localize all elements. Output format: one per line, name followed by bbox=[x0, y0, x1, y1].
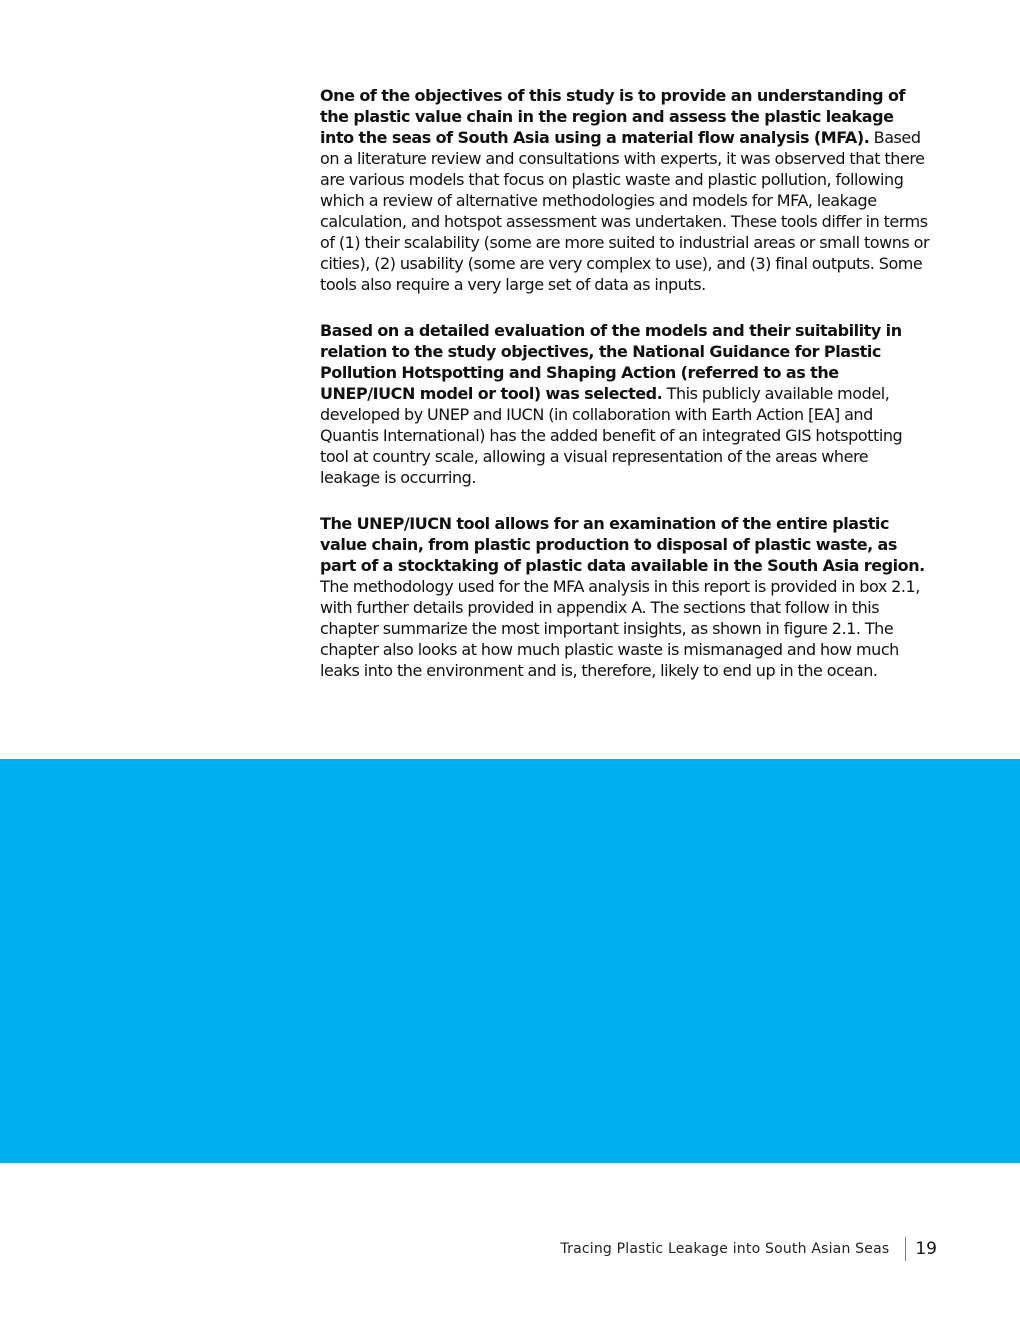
paragraph-lead: The UNEP/IUCN tool allows for an examination of the entire plastic value chain, from plastic production to disposal of plastic waste, as part of a stocktaking of plastic data available in the South Asia region. bbox=[320, 514, 925, 575]
footer-report-title: Tracing Plastic Leakage into South Asian Seas bbox=[560, 1241, 890, 1257]
body-text bbox=[320, 85, 932, 706]
blue-color-band bbox=[0, 759, 1020, 1163]
page-number: 19 bbox=[915, 1239, 937, 1259]
paragraph-tool-scope bbox=[320, 513, 932, 681]
paragraph-body: This publicly available model, developed by UNEP and IUCN (in collaboration with Earth Action [EA] and Quantis International) has the added benefit of an integrated GIS hotspotting tool at country scale, allowing a visual representation of the areas where leakage is occurring. bbox=[320, 384, 903, 487]
paragraph-body: Based on a literature review and consultations with experts, it was observed that there are various models that focus on plastic waste and plastic pollution, following which a review of alternative methodologies and models for MFA, leakage calculation, and hotspot assessment was undertaken. These tools differ in terms of (1) their scalability (some are more suited to industrial areas or small towns or cities), (2) usability (some are very complex to use), and (3) final outputs. Some tools also require a very large set of data as inputs. bbox=[320, 128, 930, 294]
paragraph-lead: One of the objectives of this study is to provide an understanding of the plastic value chain in the region and assess the plastic leakage into the seas of South Asia using a material flow analysis (MFA). bbox=[320, 86, 905, 147]
paragraph-body: The methodology used for the MFA analysis in this report is provided in box 2.1, with further details provided in appendix A. The sections that follow in this chapter summarize the most important insights, as shown in figure 2.1. The chapter also looks at how much plastic waste is mismanaged and how much leaks into the environment and is, therefore, likely to end up in the ocean. bbox=[320, 577, 920, 680]
paragraph-model-selection bbox=[320, 320, 932, 488]
paragraph-objectives bbox=[320, 85, 932, 295]
paragraph-lead: Based on a detailed evaluation of the models and their suitability in relation to the study objectives, the National Guidance for Plastic Pollution Hotspotting and Shaping Action (referred to as the UNEP/IUCN model or tool) was selected. bbox=[320, 321, 902, 403]
page-footer bbox=[560, 1237, 937, 1261]
